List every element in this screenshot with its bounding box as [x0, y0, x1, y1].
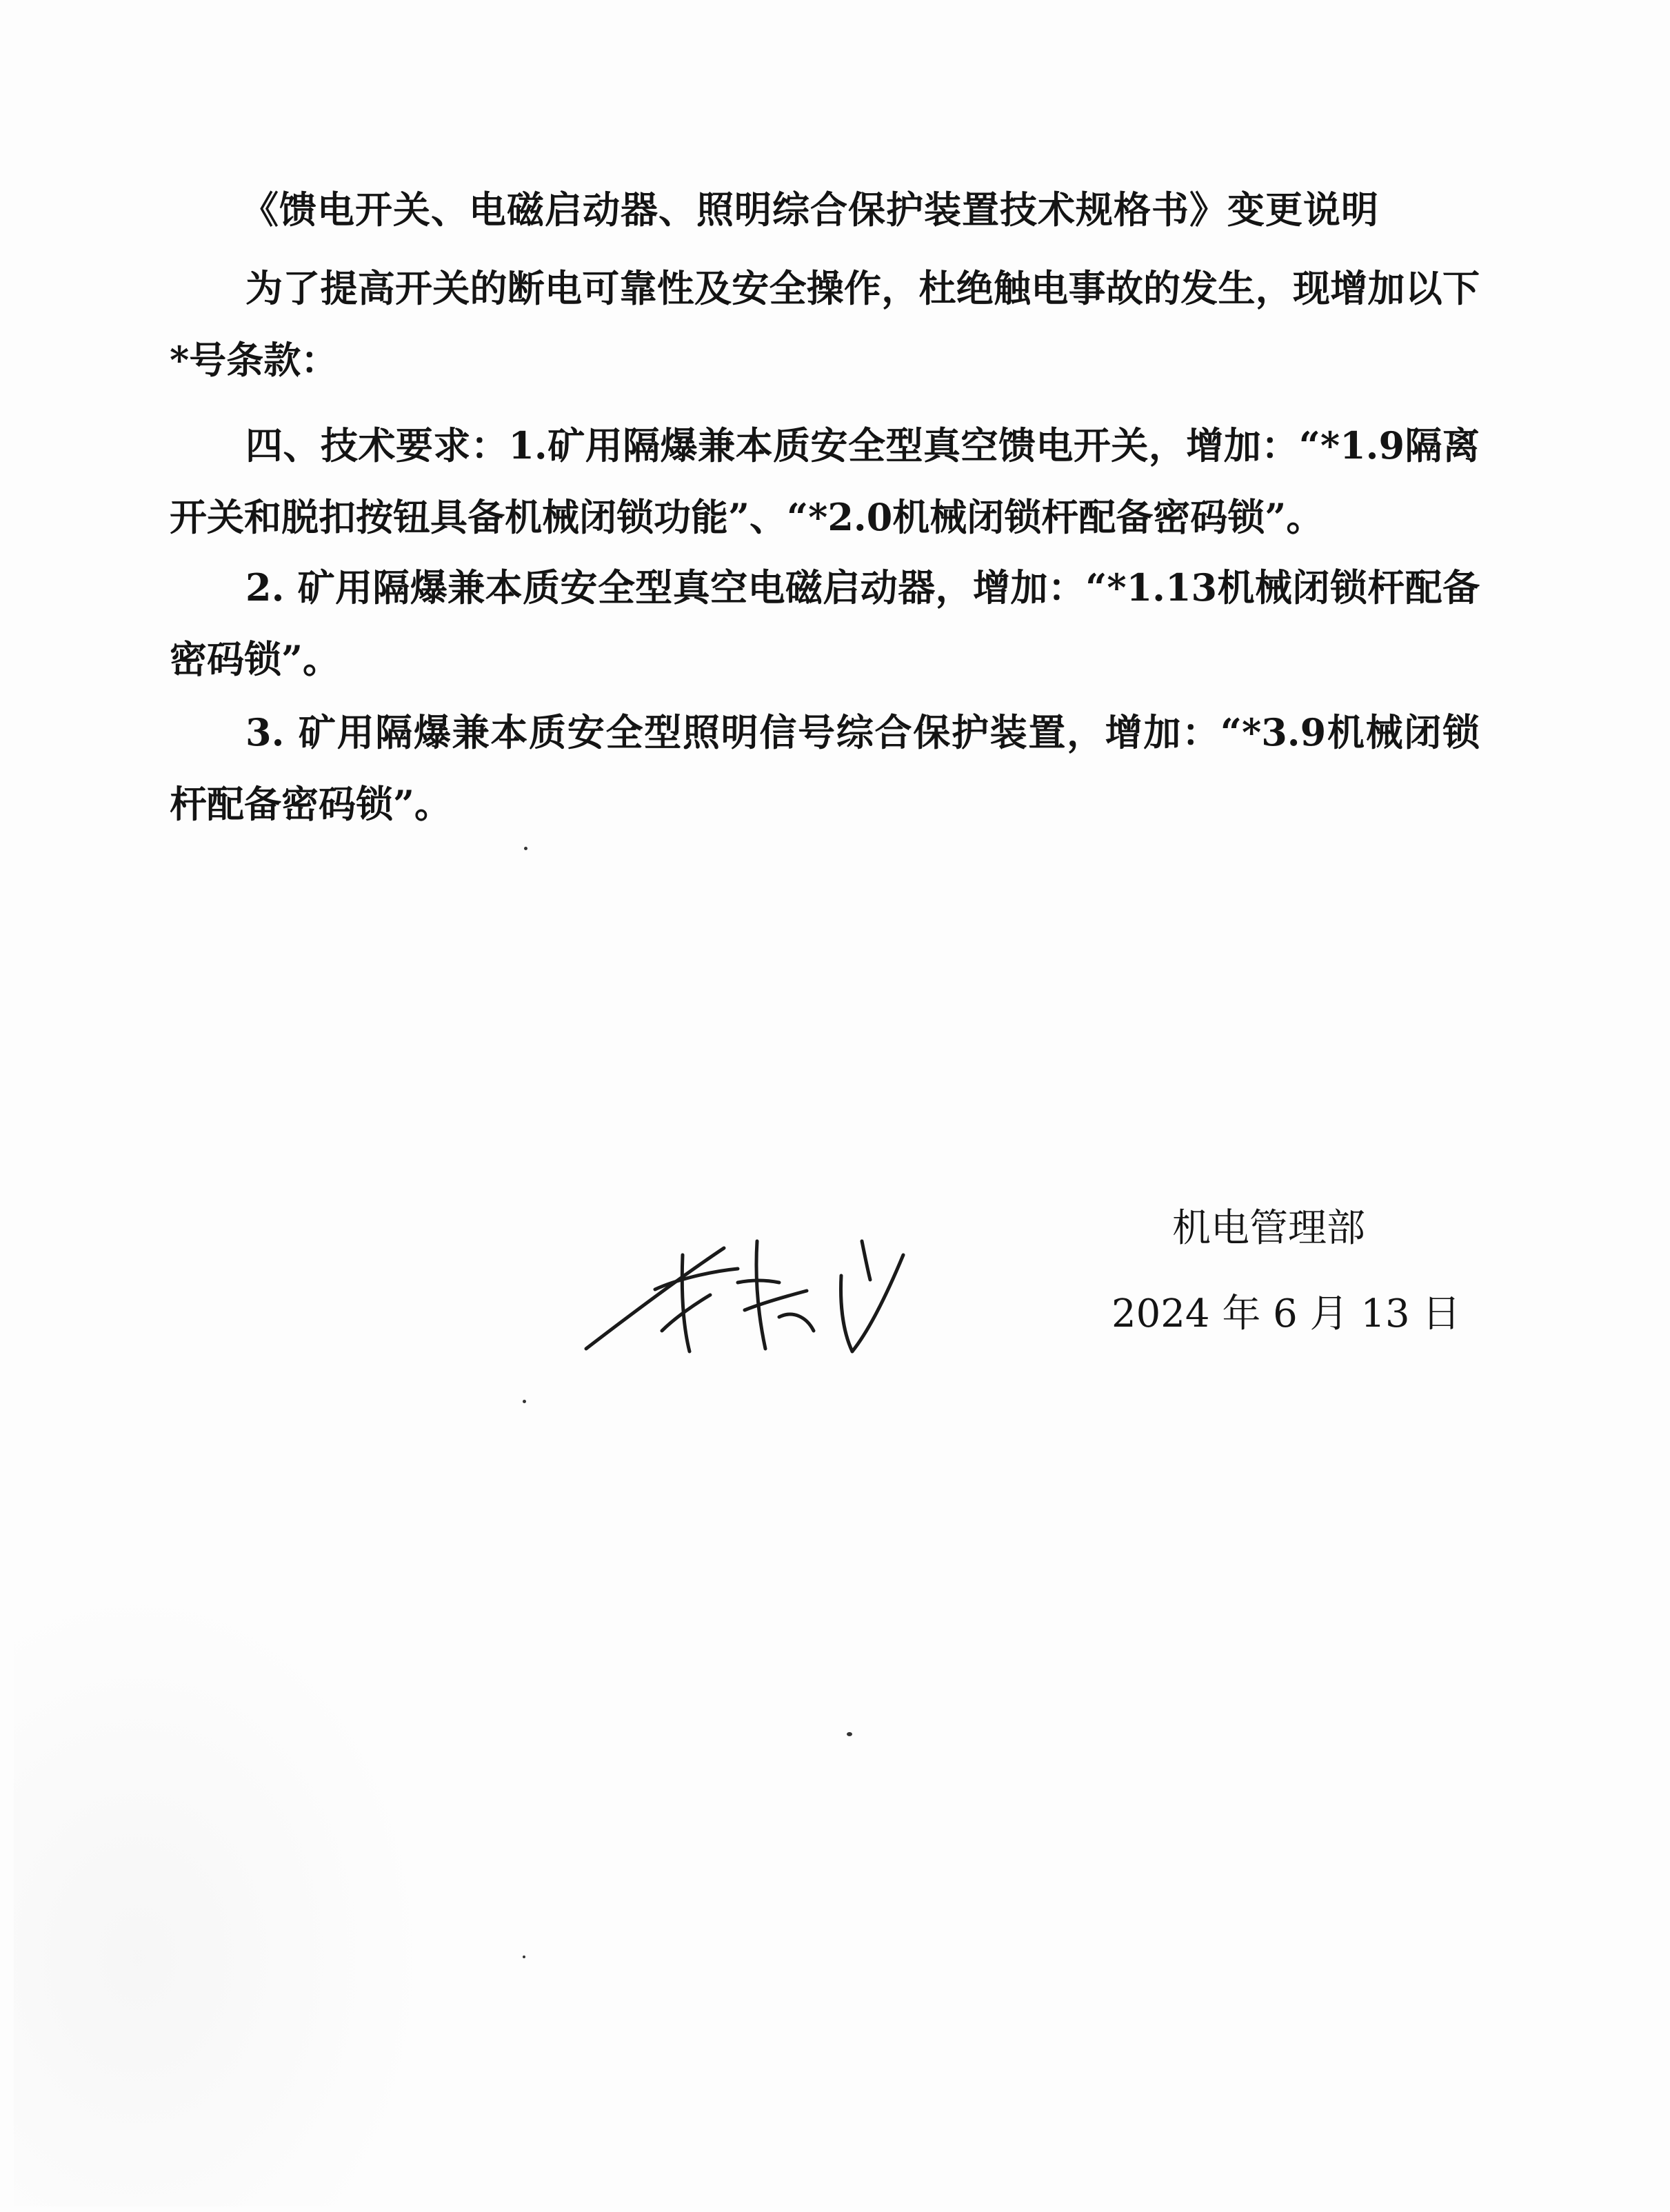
paper-speck [847, 1732, 852, 1736]
item-1-paragraph [170, 410, 1480, 553]
item-3-paragraph [170, 696, 1480, 840]
handwritten-signature [579, 1214, 938, 1379]
intro-text: 为了提高开关的断电可靠性及安全操作，杜绝触电事故的发生，现增加以下*号条款： [170, 266, 1480, 382]
item-3-text: 3. 矿用隔爆兼本质安全型照明信号综合保护装置，增加：“*3.9机械闭锁杆配备密码锁”。 [170, 710, 1480, 826]
item-1-text: 四、技术要求：1.矿用隔爆兼本质安全型真空馈电开关，增加：“*1.9隔离开关和脱扣按钮具备机械闭锁功能”、“*2.0机械闭锁杆配备密码锁”。 [170, 423, 1480, 539]
document-date: 2024 年 6 月 13 日 [1111, 1291, 1461, 1336]
item-2-paragraph [170, 552, 1480, 695]
paper-smudge [14, 1586, 427, 2206]
department-name: 机电管理部 [1172, 1206, 1365, 1251]
intro-paragraph [170, 252, 1480, 396]
item-2-text: 2. 矿用隔爆兼本质安全型真空电磁启动器，增加：“*1.13机械闭锁杆配备密码锁”。 [170, 565, 1480, 681]
paper-speck [523, 1955, 525, 1958]
paper-speck [523, 1400, 526, 1403]
paper-speck [524, 847, 527, 850]
document-title: 《馈电开关、电磁启动器、照明综合保护装置技术规格书》变更说明 [241, 188, 1379, 232]
